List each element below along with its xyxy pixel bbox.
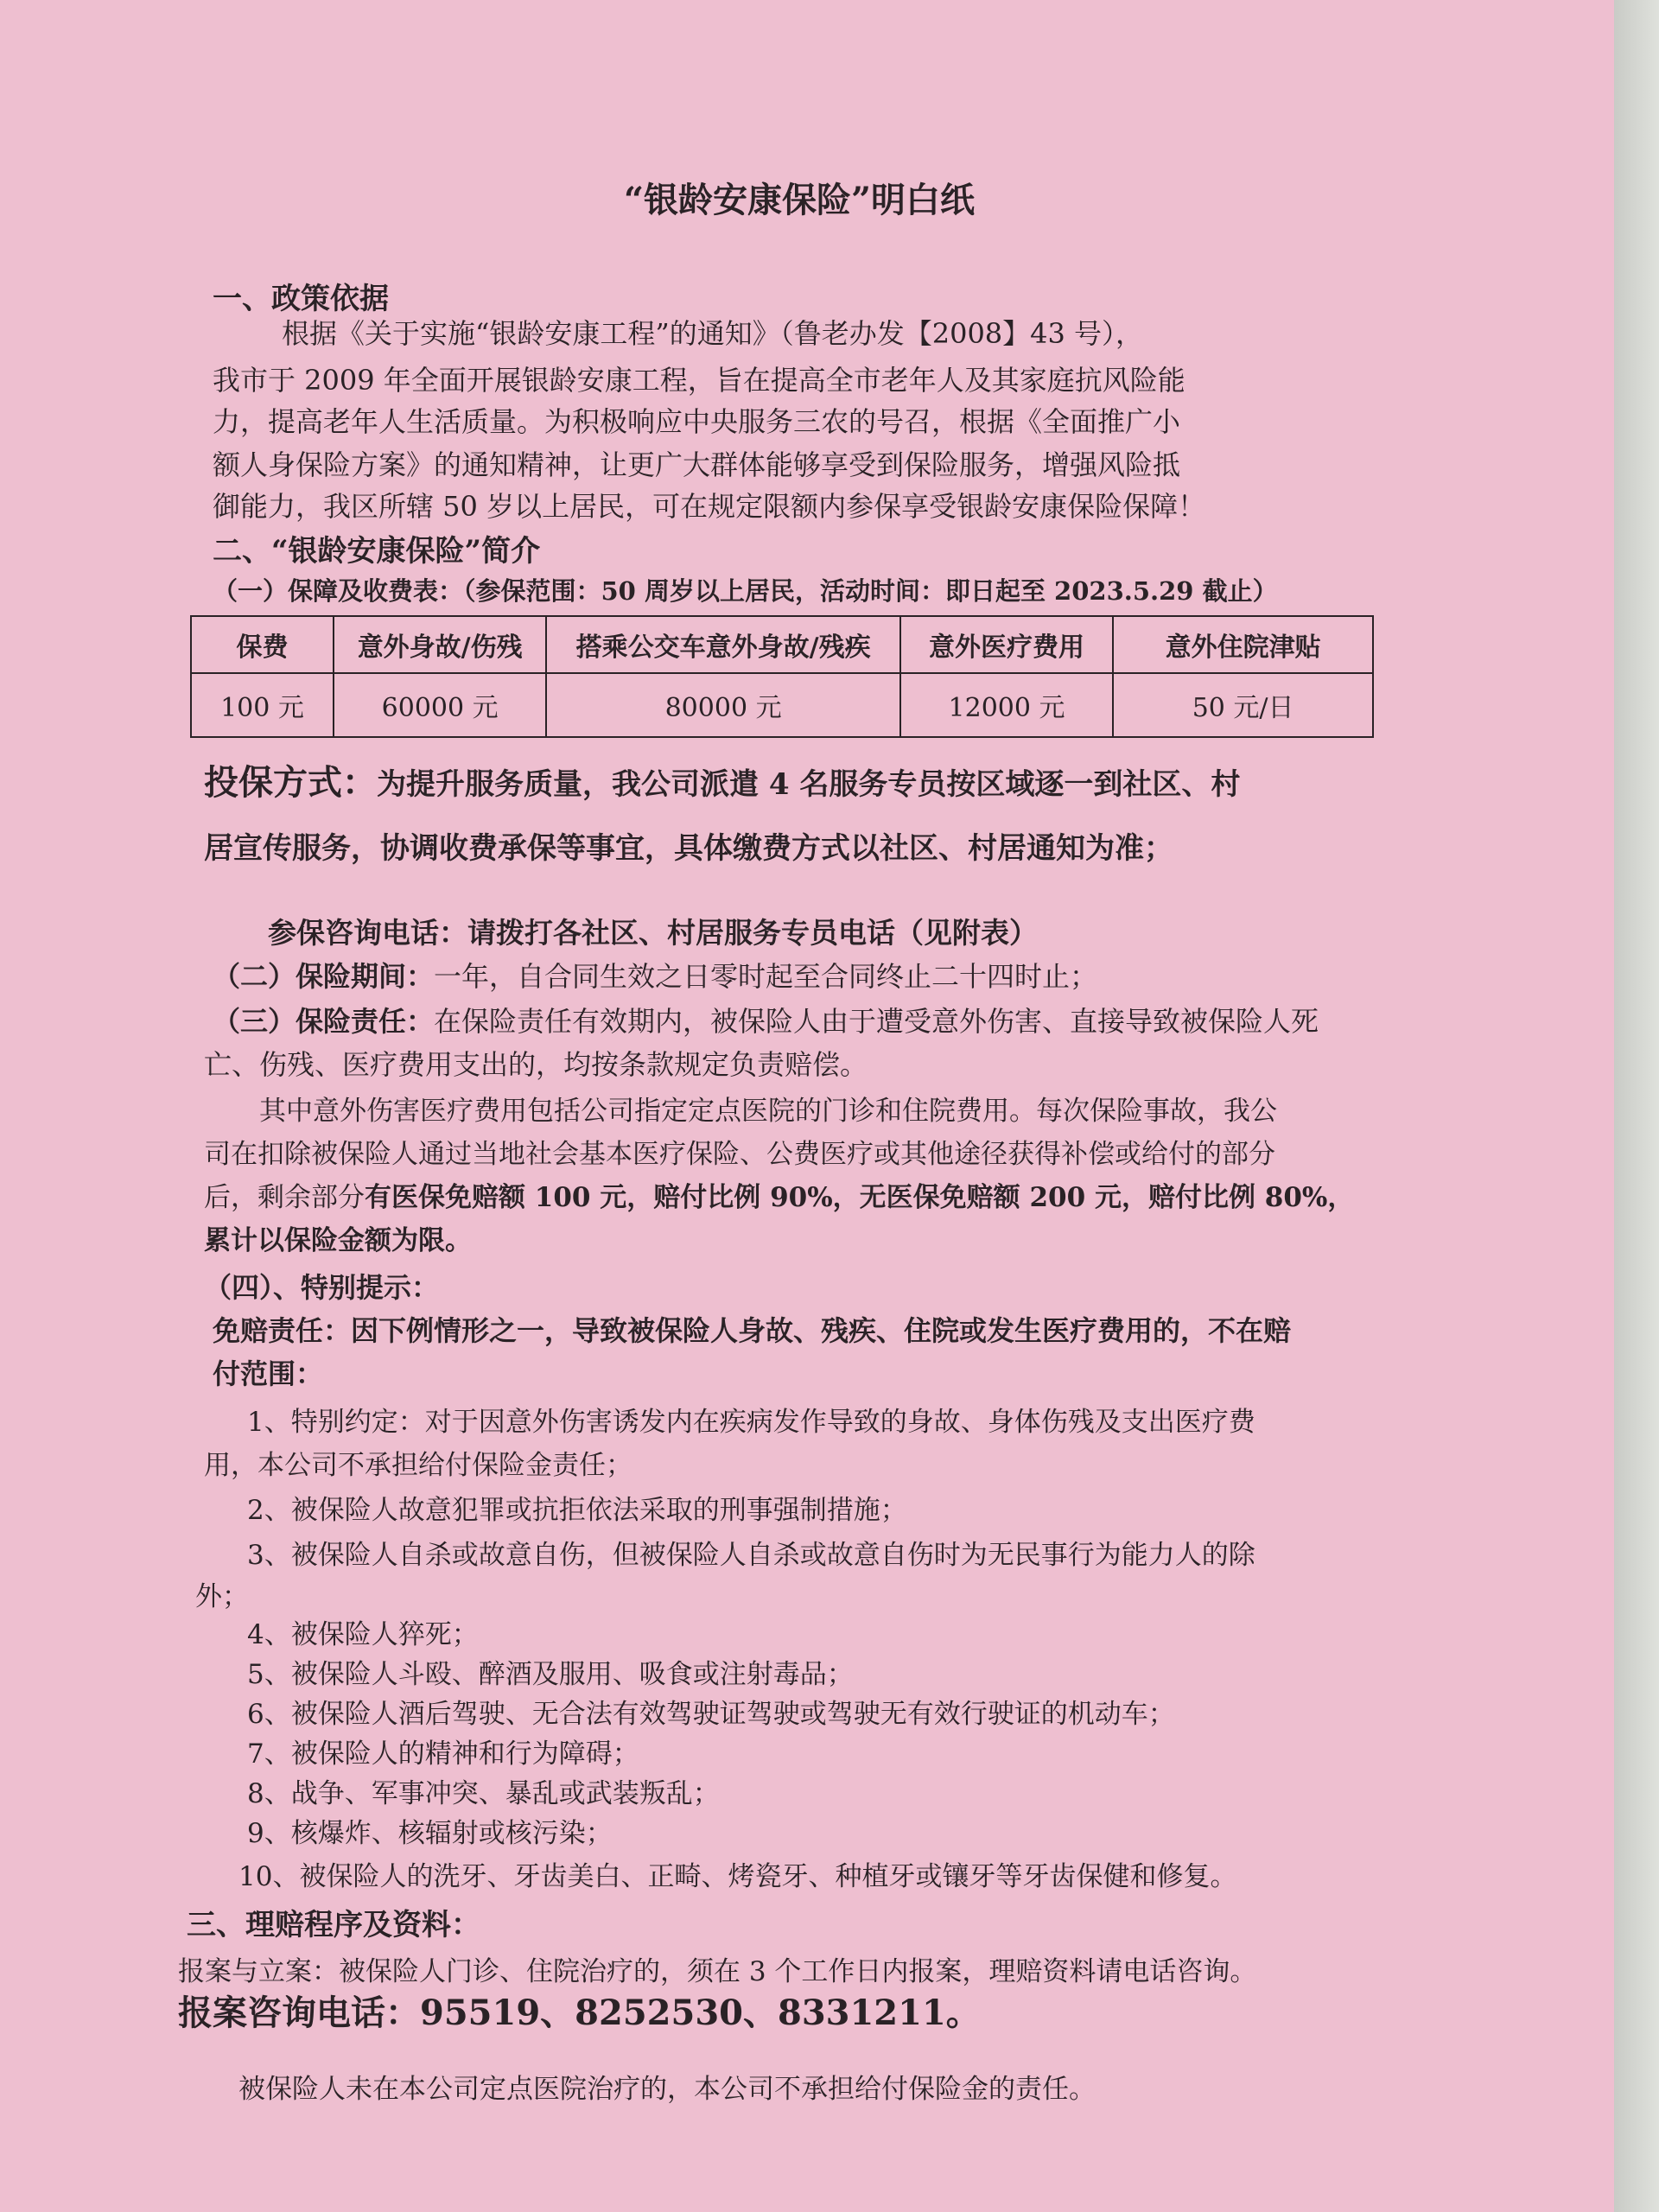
list-item: 3、被保险人自杀或故意自伤，但被保险人自杀或故意自伤时为无民事行为能力人的除 [247, 1540, 1255, 1571]
section1-line-3: 力，提高老年人生活质量。为积极响应中央服务三农的号召，根据《全面推广小 [213, 405, 1181, 438]
list-item: 外； [195, 1581, 249, 1612]
hotline-line [178, 1994, 981, 2032]
hotline-numbers: 95519、8252530、8331211。 [420, 1993, 981, 2033]
table-header-row [191, 616, 1373, 673]
header-premium: 保费 [191, 616, 334, 673]
liability-label: （三）保险责任： [213, 1005, 435, 1038]
list-item: 9、核爆炸、核辐射或核污染； [247, 1818, 613, 1849]
exemption-line-2: 付范围： [213, 1357, 324, 1390]
exemption-line-1: 免赔责任：因下例情形之一，导致被保险人身故、残疾、住院或发生医疗费用的，不在赔 [213, 1314, 1292, 1347]
cell-premium: 100 元 [191, 673, 334, 737]
deductible-terms: 有医保免赔额 100 元，赔付比例 90%，无医保免赔额 200 元，赔付比例 80%， [365, 1182, 1355, 1213]
consult-line: 参保咨询电话：请拨打各社区、村居服务专员电话（见附表） [268, 916, 1038, 950]
medical-line-4: 累计以保险金额为限。 [204, 1225, 472, 1256]
method-line-2: 居宣传服务，协调收费承保等事宜，具体缴费方式以社区、村居通知为准； [204, 831, 1173, 866]
method-text-1: 为提升服务质量，我公司派遣 4 名服务专员按区域逐一到社区、村 [377, 767, 1241, 802]
list-item: 4、被保险人猝死； [247, 1619, 479, 1650]
period-line [213, 957, 1097, 995]
liability-line-2: 亡、伤残、医疗费用支出的，均按条款规定负责赔偿。 [204, 1048, 868, 1081]
section2-heading: 二、“银龄安康保险”简介 [213, 534, 541, 569]
method-label: 投保方式： [204, 762, 377, 803]
header-accident-death: 意外身故/伤残 [334, 616, 546, 673]
list-item: 用，本公司不承担给付保险金责任； [204, 1450, 632, 1481]
period-label: （二）保险期间： [213, 960, 435, 993]
table-row [191, 673, 1373, 737]
section1-line-2: 我市于 2009 年全面开展银龄安康工程，旨在提高全市老年人及其家庭抗风险能 [213, 364, 1185, 397]
header-medical: 意外医疗费用 [900, 616, 1113, 673]
list-item: 6、被保险人酒后驾驶、无合法有效驾驶证驾驶或驾驶无有效行驶证的机动车； [247, 1699, 1175, 1730]
period-text: 一年，自合同生效之日零时起至合同终止二十四时止； [434, 960, 1098, 993]
medical-line-1: 其中意外伤害医疗费用包括公司指定定点医院的门诊和住院费用。每次保险事故，我公 [259, 1096, 1277, 1127]
list-item: 1、特别约定：对于因意外伤害诱发内在疾病发作导致的身故、身体伤残及支出医疗费 [247, 1407, 1255, 1438]
cell-accident-death: 60000 元 [334, 673, 546, 737]
medical-line-2: 司在扣除被保险人通过当地社会基本医疗保险、公费医疗或其他途径获得补偿或给付的部分 [204, 1139, 1275, 1170]
section1-heading: 一、政策依据 [213, 282, 389, 316]
list-item: 5、被保险人斗殴、醉酒及服用、吸食或注射毒品； [247, 1659, 854, 1690]
header-bus-accident: 搭乘公交车意外身故/残疾 [546, 616, 899, 673]
liability-text-1: 在保险责任有效期内，被保险人由于遭受意外伤害、直接导致被保险人死 [434, 1005, 1319, 1038]
special-heading: （四）、特别提示： [204, 1271, 440, 1304]
section3-heading: 三、理赔程序及资料： [187, 1908, 480, 1942]
section1-line-4: 额人身保险方案》的通知精神，让更广大群体能够享受到保险服务，增强风险抵 [213, 448, 1181, 481]
section1-line-5: 御能力，我区所辖 50 岁以上居民，可在规定限额内参保享受银龄安康保险保障！ [213, 490, 1206, 523]
footer-line: 被保险人未在本公司定点医院治疗的，本公司不承担给付保险金的责任。 [238, 2074, 1096, 2105]
section1-line-1: 根据《关于实施“银龄安康工程”的通知》（鲁老办发【2008】43 号）， [282, 317, 1144, 350]
medical-text-3a: 后，剩余部分 [204, 1182, 365, 1213]
liability-line-1 [213, 1002, 1319, 1040]
list-item: 7、被保险人的精神和行为障碍； [247, 1738, 639, 1770]
background-surface [1614, 0, 1659, 2212]
fee-table-caption: （一）保障及收费表：（参保范围：50 周岁以上居民，活动时间：即日起至 2023.5.29 截止） [213, 576, 1278, 606]
list-item: 8、战争、军事冲突、暴乱或武装叛乱； [247, 1778, 720, 1809]
fee-table [190, 615, 1374, 738]
method-line-1 [204, 760, 1240, 807]
medical-line-3 [204, 1179, 1354, 1217]
header-hospital-allowance: 意外住院津贴 [1113, 616, 1373, 673]
list-item: 10、被保险人的洗牙、牙齿美白、正畸、烤瓷牙、种植牙或镶牙等牙齿保健和修复。 [238, 1861, 1237, 1892]
cell-bus-accident: 80000 元 [546, 673, 899, 737]
cell-hospital-allowance: 50 元/日 [1113, 673, 1373, 737]
report-line: 报案与立案：被保险人门诊、住院治疗的，须在 3 个工作日内报案，理赔资料请电话咨询。 [178, 1956, 1257, 1987]
doc-title: “银龄安康保险”明白纸 [624, 180, 976, 220]
hotline-label: 报案咨询电话： [178, 1993, 420, 2033]
cell-medical: 12000 元 [900, 673, 1113, 737]
list-item: 2、被保险人故意犯罪或抗拒依法采取的刑事强制措施； [247, 1495, 907, 1526]
